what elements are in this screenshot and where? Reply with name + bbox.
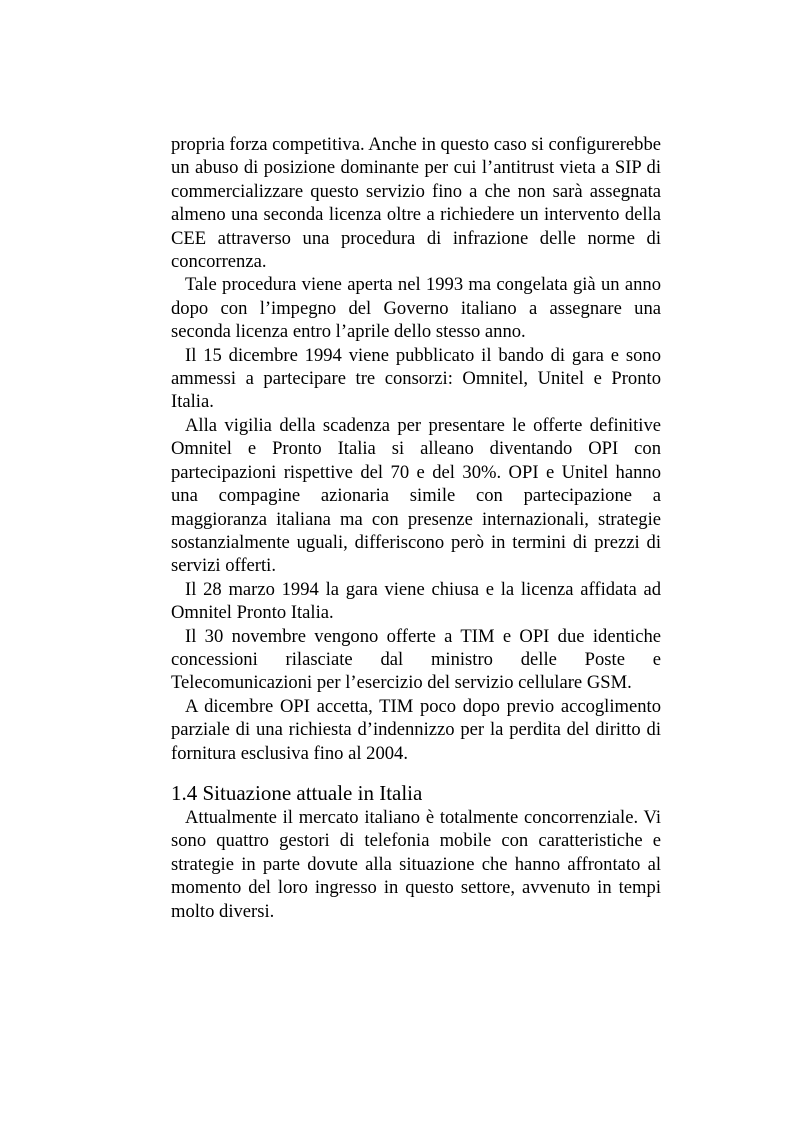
page-body	[171, 133, 661, 923]
paragraph-current-market: Attualmente il mercato italiano è totalmente concorrenziale. Vi sono quattro gestori di telefonia mobile con caratteristiche e strategie in parte dovute alla situazione che hanno affrontato al momento del loro ingresso in questo settore, avvenuto in tempi molto diversi.	[171, 806, 661, 922]
paragraph-december-acceptance: A dicembre OPI accetta, TIM poco dopo previo accoglimento parziale di una richiesta d’indennizzo per la perdita del diritto di fornitura esclusiva fino al 2004.	[171, 695, 661, 764]
paragraph-gsm-concessions: Il 30 novembre vengono offerte a TIM e OPI due identiche concessioni rilasciate dal ministro delle Poste e Telecomunicazioni per l’esercizio del servizio cellulare GSM.	[171, 625, 661, 694]
section-heading: 1.4 Situazione attuale in Italia	[171, 780, 423, 805]
paragraph-procedure-1993: Tale procedura viene aperta nel 1993 ma congelata già un anno dopo con l’impegno del Governo italiano a assegnare una seconda licenza entro l’aprile dello stesso anno.	[171, 274, 661, 343]
paragraph-competitive-force: propria forza competitiva. Anche in questo caso si configurerebbe un abuso di posizione dominante per cui l’antitrust vieta a SIP di commercializzare questo servizio fino a che non sarà assegnata almeno una seconda licenza oltre a richiedere un intervento della CEE attraverso una procedura di infrazione delle norme di concorrenza.	[171, 134, 661, 273]
paragraph-tender-closed: Il 28 marzo 1994 la gara viene chiusa e la licenza affidata ad Omnitel Pronto Italia.	[171, 578, 661, 624]
paragraph-tender-1994: Il 15 dicembre 1994 viene pubblicato il bando di gara e sono ammessi a partecipare tre consorzi: Omnitel, Unitel e Pronto Italia.	[171, 344, 661, 413]
paragraph-opi-alliance: Alla vigilia della scadenza per presentare le offerte definitive Omnitel e Pronto Italia si alleano diventando OPI con partecipazioni rispettive del 70 e del 30%. OPI e Unitel hanno una compagine azionaria simile con partecipazione a maggioranza italiana ma con presenze internazionali, strategie sostanzialmente uguali, differiscono però in termini di prezzi di servizi offerti.	[171, 414, 661, 577]
